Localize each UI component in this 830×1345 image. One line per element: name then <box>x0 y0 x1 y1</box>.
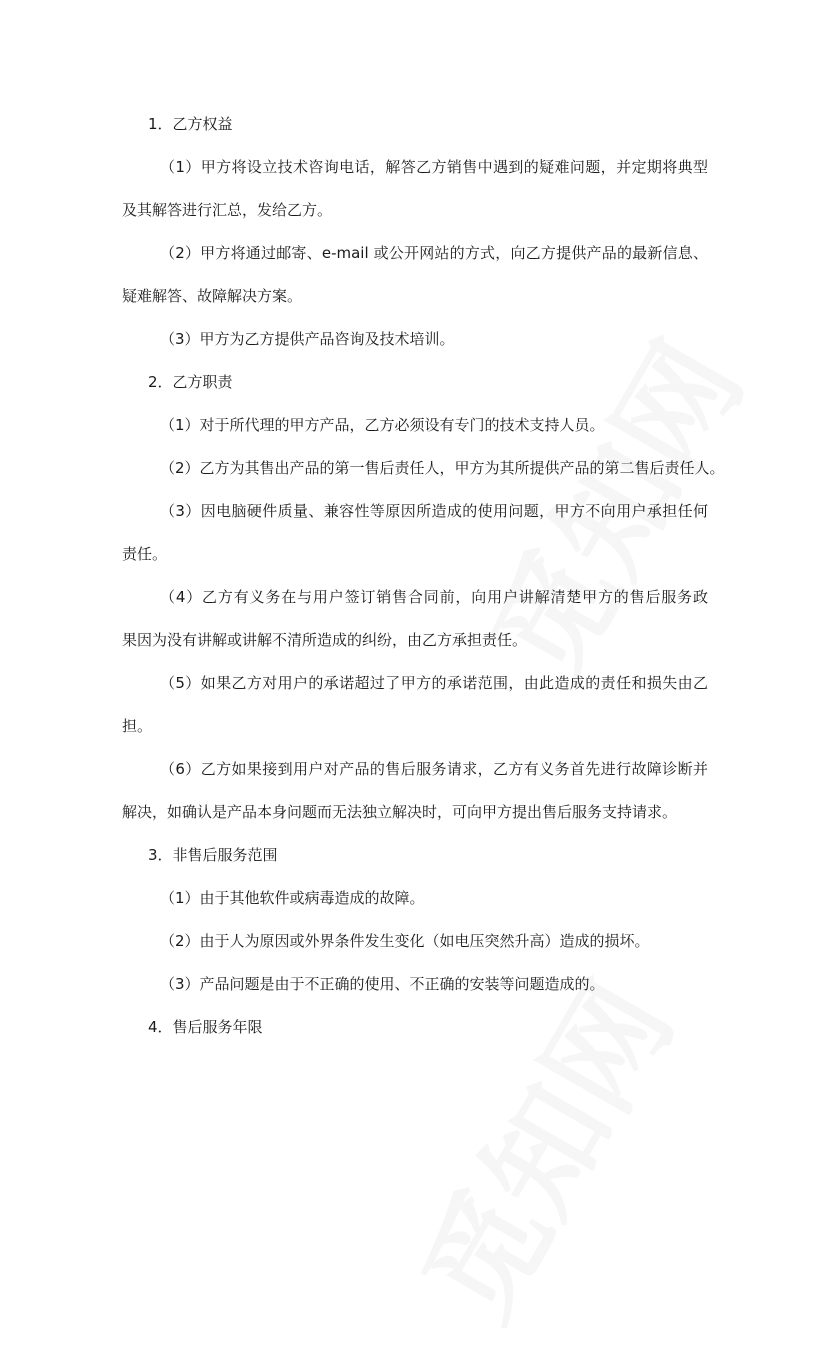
paragraph-line: 责任。 <box>122 545 168 563</box>
paragraph-line: 担。 <box>122 717 153 735</box>
paragraph-line: （1）对于所代理的甲方产品，乙方必须设有专门的技术支持人员。 <box>160 416 605 434</box>
paragraph-line: （3）因电脑硬件质量、兼容性等原因所造成的使用问题，甲方不向用户承担任何 <box>160 502 708 520</box>
paragraph-line: （4）乙方有义务在与用户签订销售合同前，向用户讲解清楚甲方的售后服务政 <box>160 588 708 606</box>
paragraph-line: （2）甲方将通过邮寄、e-mail 或公开网站的方式，向乙方提供产品的最新信息、 <box>160 244 708 262</box>
section-heading: 3．非售后服务范围 <box>148 846 278 864</box>
paragraph-line: （1）由于其他软件或病毒造成的故障。 <box>160 889 425 907</box>
paragraph-line: （2）乙方为其售出产品的第一售后责任人，甲方为其所提供产品的第二售后责任人。 <box>160 459 725 477</box>
paragraph-line: 果因为没有讲解或讲解不清所造成的纠纷，由乙方承担责任。 <box>122 631 528 649</box>
section-heading: 2．乙方职责 <box>148 373 233 391</box>
paragraph-line: （2）由于人为原因或外界条件发生变化（如电压突然升高）造成的损坏。 <box>160 932 650 950</box>
paragraph-line: （1）甲方将设立技术咨询电话，解答乙方销售中遇到的疑难问题，并定期将典型 <box>160 158 708 176</box>
paragraph-line: 及其解答进行汇总，发给乙方。 <box>122 201 333 219</box>
paragraph-line: （5）如果乙方对用户的承诺超过了甲方的承诺范围，由此造成的责任和损失由乙 <box>160 674 708 692</box>
paragraph-line: 疑难解答、故障解决方案。 <box>122 287 303 305</box>
document-body <box>122 103 725 1049</box>
paragraph-line: 解决，如确认是产品本身问题而无法独立解决时，可向甲方提出售后服务支持请求。 <box>122 803 678 821</box>
paragraph-line: （3）产品问题是由于不正确的使用、不正确的安装等问题造成的。 <box>160 975 605 993</box>
paragraph-line: （6）乙方如果接到用户对产品的售后服务请求，乙方有义务首先进行故障诊断并 <box>160 760 708 778</box>
section-heading: 1．乙方权益 <box>148 115 233 133</box>
paragraph-line: （3）甲方为乙方提供产品咨询及技术培训。 <box>160 330 455 348</box>
section-heading: 4．售后服务年限 <box>148 1018 263 1036</box>
